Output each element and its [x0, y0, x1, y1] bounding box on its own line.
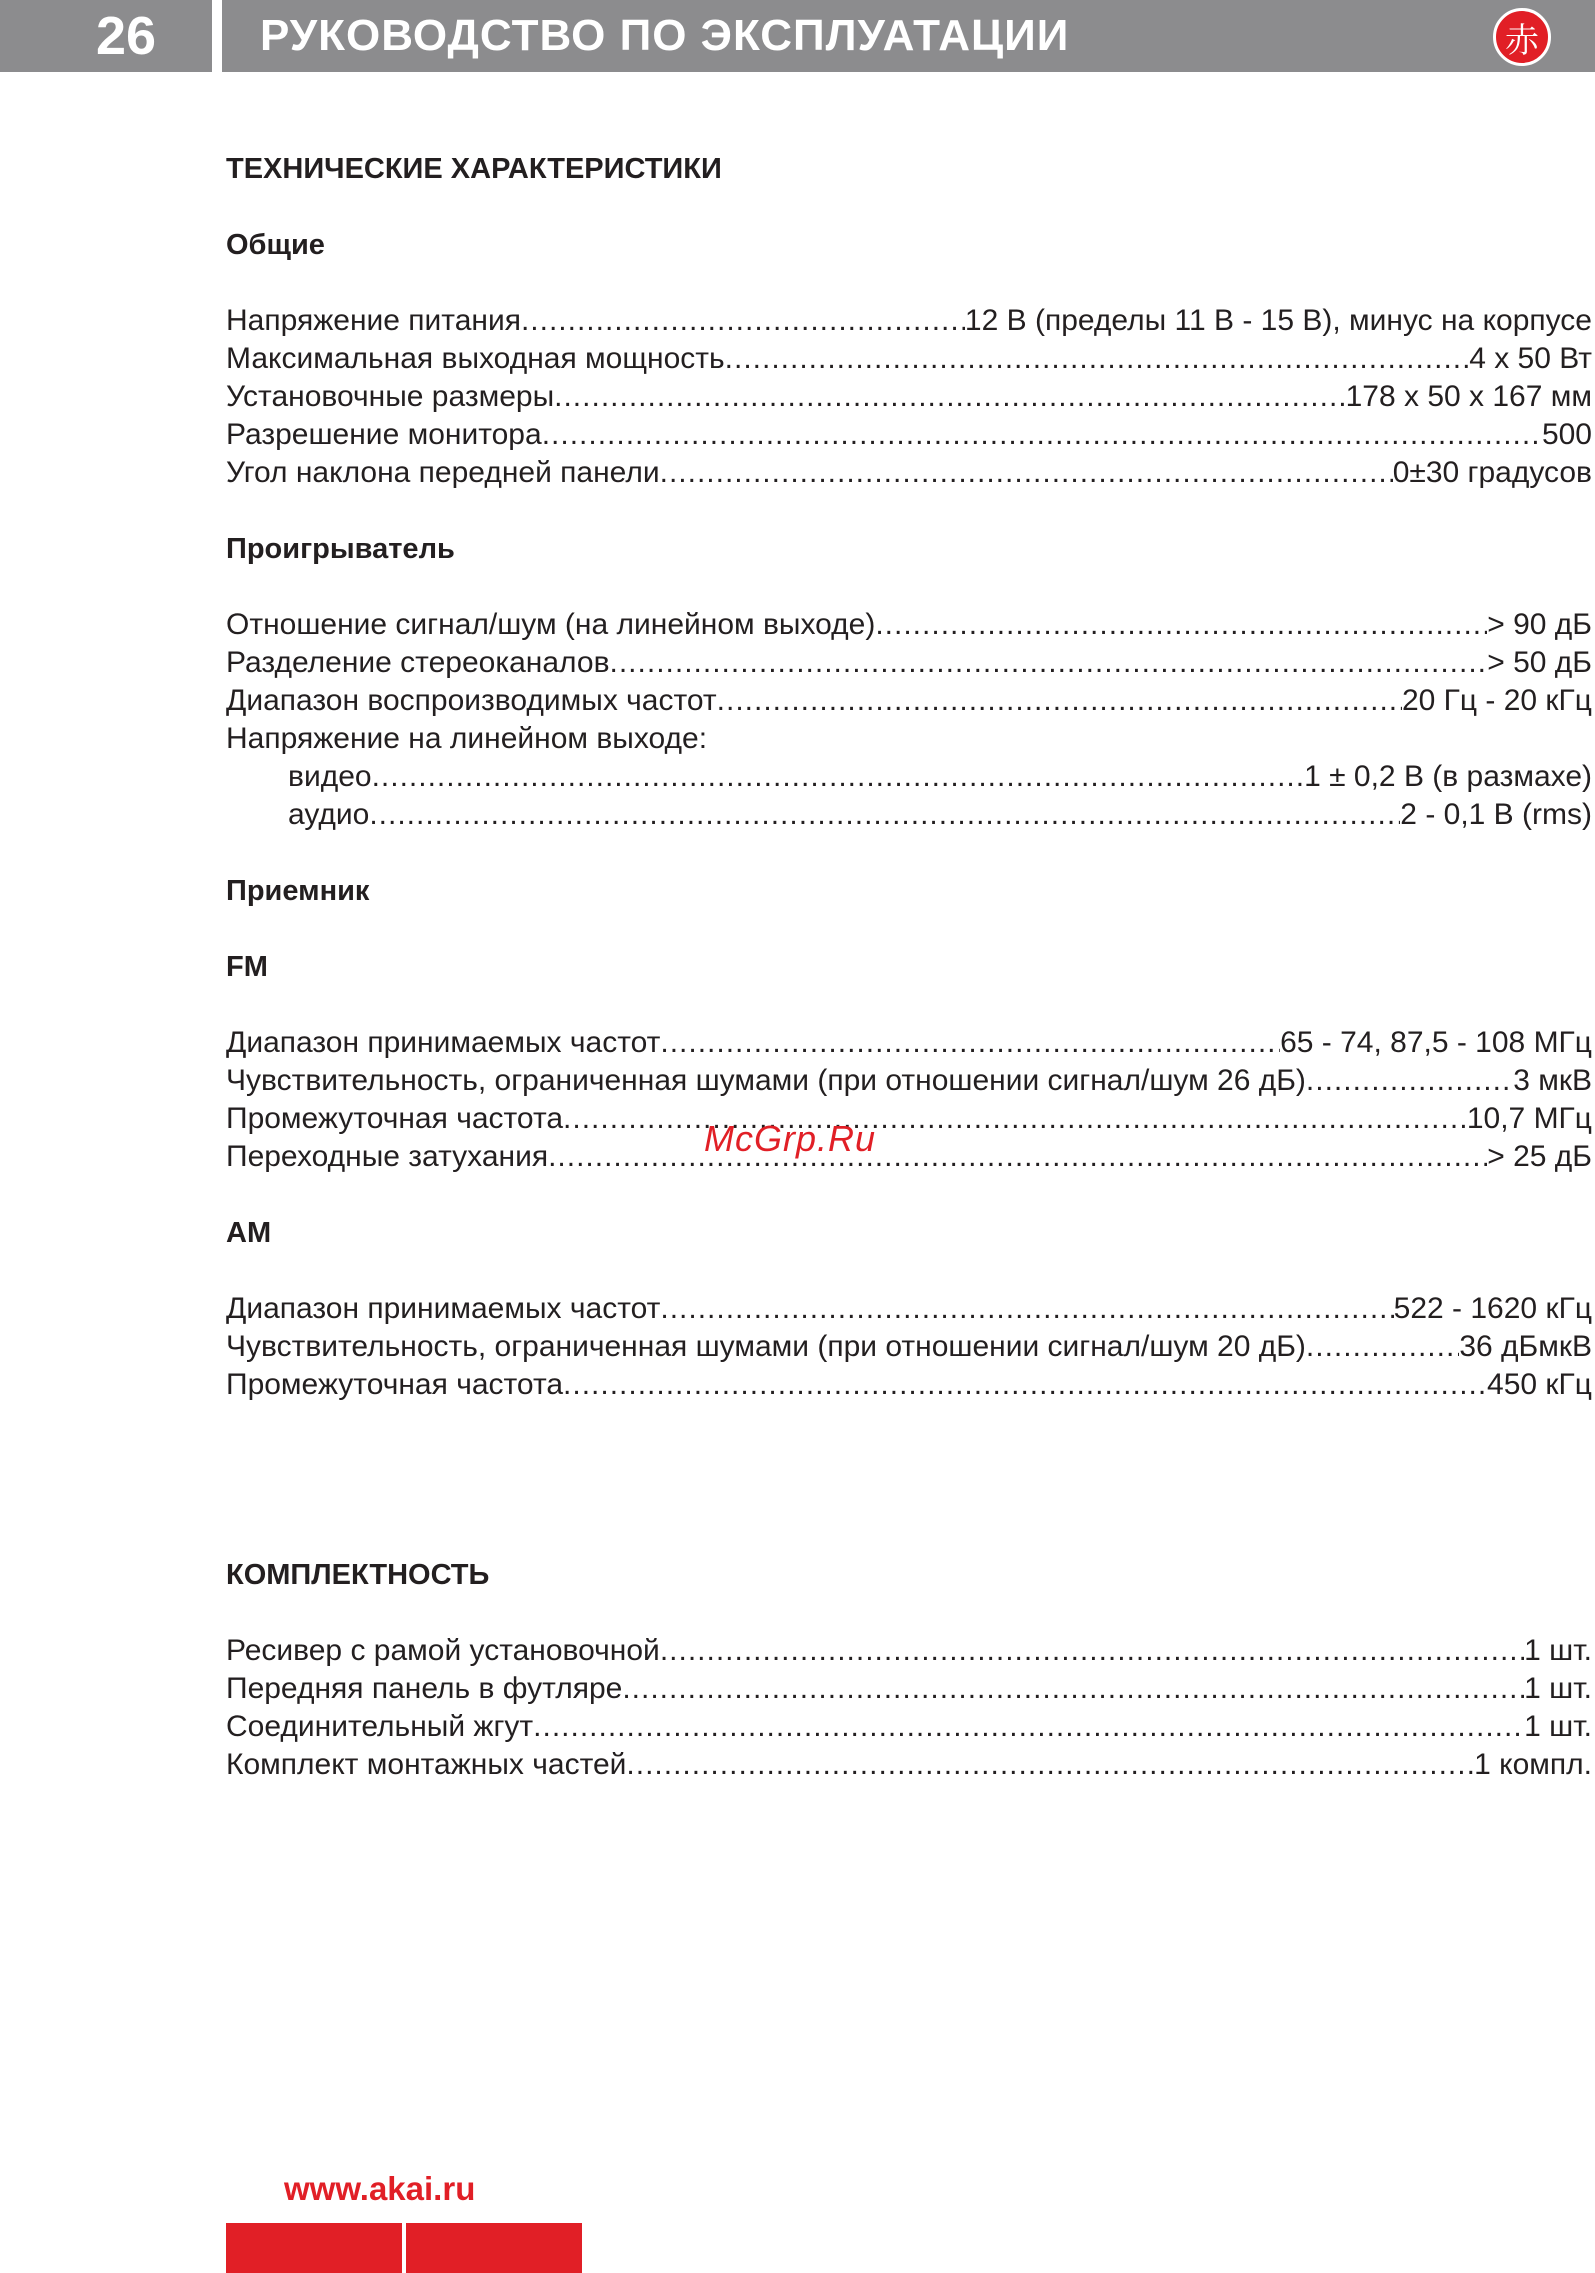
spec-row: Промежуточная частота ..... 450 кГц — [226, 1366, 1592, 1404]
header-title — [222, 0, 1595, 72]
spec-row: Диапазон принимаемых частот ..... 522 - 1620 кГц — [226, 1290, 1592, 1328]
general-title: Общие — [226, 229, 325, 261]
footer-url[interactable]: www.akai.ru — [284, 2170, 476, 2207]
spec-row: Чувствительность, ограниченная шумами (при отношении сигнал/шум 26 дБ) ..... 3 мкВ — [226, 1062, 1592, 1100]
package-row: Ресивер с рамой установочной ..... 1 шт. — [226, 1632, 1592, 1670]
player-list — [226, 606, 1592, 834]
am-list — [226, 1290, 1592, 1404]
spec-row: Отношение сигнал/шум (на линейном выходе) ..... > 90 дБ — [226, 606, 1592, 644]
spec-row: Чувствительность, ограниченная шумами (при отношении сигнал/шум 20 дБ) ..... 36 дБмкВ — [226, 1328, 1592, 1366]
spec-row: Диапазон воспроизводимых частот ..... 20 Гц - 20 кГц — [226, 682, 1592, 720]
spec-row: Промежуточная частота ..... 10,7 МГц — [226, 1100, 1592, 1138]
page-number: 26 — [0, 0, 212, 72]
fm-list — [226, 1024, 1592, 1176]
package-title: КОМПЛЕКТНОСТЬ — [226, 1559, 490, 1591]
watermark: McGrp.Ru — [704, 1118, 877, 1159]
spec-row: Диапазон принимаемых частот ..... 65 - 74, 87,5 - 108 МГц — [226, 1024, 1592, 1062]
package-row: Соединительный жгут ..... 1 шт. — [226, 1708, 1592, 1746]
receiver-title: Приемник — [226, 875, 370, 907]
spec-row: аудио ..... 2 - 0,1 В (rms) — [226, 796, 1592, 834]
footer-bar-right — [406, 2223, 582, 2273]
spec-row: Установочные размеры ..... 178 х 50 х 167 мм — [226, 378, 1592, 416]
am-title: AM — [226, 1217, 272, 1249]
spec-row: Напряжение на линейном выходе: — [226, 722, 708, 755]
player-title: Проигрыватель — [226, 533, 455, 565]
general-list — [226, 302, 1592, 492]
header-title-text: РУКОВОДСТВО ПО ЭКСПЛУАТАЦИИ — [260, 11, 1070, 60]
spec-row: Напряжение питания ..... 12 В (пределы 11 В - 15 В), минус на корпусе — [226, 302, 1592, 340]
spec-row: видео ..... 1 ± 0,2 В (в размахе) — [226, 758, 1592, 796]
fm-title: FM — [226, 951, 268, 983]
spec-row: Переходные затухания ..... > 25 дБ — [226, 1138, 1592, 1176]
package-list — [226, 1632, 1592, 1784]
spec-row: Максимальная выходная мощность ..... 4 х 50 Вт — [226, 340, 1592, 378]
package-row: Передняя панель в футляре ..... 1 шт. — [226, 1670, 1592, 1708]
package-row: Комплект монтажных частей ..... 1 компл. — [226, 1746, 1592, 1784]
page-header — [0, 0, 1595, 72]
spec-row: Угол наклона передней панели ..... 0±30 градусов — [226, 454, 1592, 492]
document-body — [226, 150, 1592, 1784]
footer-bar-left — [226, 2223, 402, 2273]
specs-title: ТЕХНИЧЕСКИЕ ХАРАКТЕРИСТИКИ — [226, 153, 722, 185]
akai-logo-icon: 赤 — [1493, 8, 1551, 66]
spec-row: Разделение стереоканалов ..... > 50 дБ — [226, 644, 1592, 682]
spec-row: Разрешение монитора ..... 500 — [226, 416, 1592, 454]
